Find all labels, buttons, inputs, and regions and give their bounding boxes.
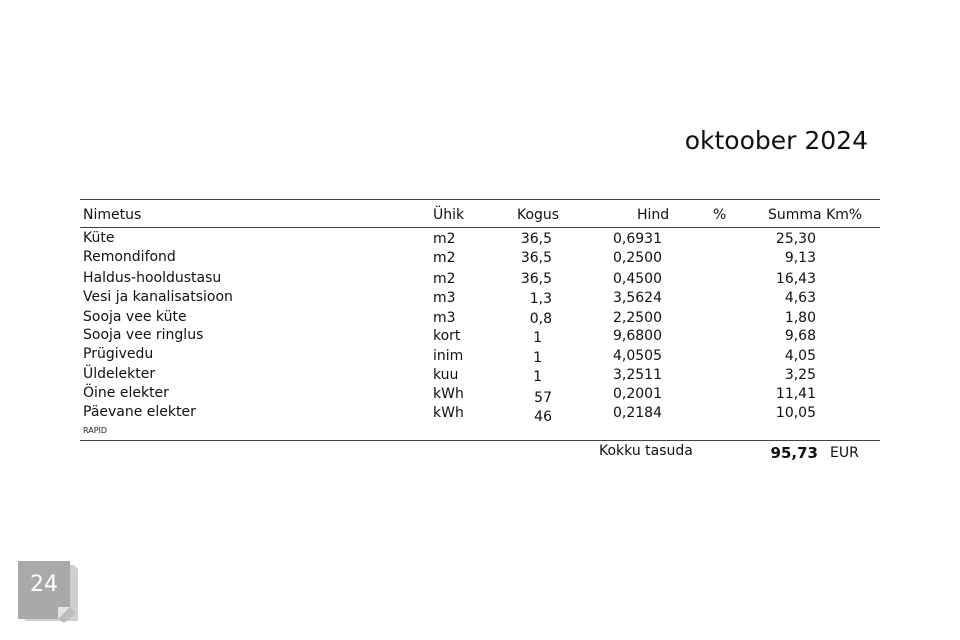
charge-quantity: 36,5 — [520, 271, 552, 287]
charge-unit: kuu — [433, 367, 459, 383]
charge-price: 0,2500 — [613, 250, 662, 266]
charge-unit: inim — [433, 348, 464, 364]
header-percent: % — [713, 207, 727, 223]
header-name: Nimetus — [83, 207, 142, 223]
total-currency: EUR — [830, 445, 859, 461]
charge-name: Sooja vee ringlus — [83, 327, 204, 343]
page-number-badge — [18, 561, 78, 621]
rapid-note: RAPID — [83, 426, 108, 435]
total-label: Kokku tasuda — [599, 443, 693, 459]
charge-name: Päevane elekter — [83, 404, 196, 420]
charge-name: Öine elekter — [83, 385, 169, 401]
charge-price: 0,6931 — [613, 231, 662, 247]
charge-sum: 9,68 — [784, 328, 816, 344]
charge-quantity: 1 — [533, 350, 542, 366]
charge-price: 3,2511 — [613, 367, 662, 383]
charge-unit: kWh — [433, 405, 464, 421]
charge-name: Üldelekter — [83, 366, 156, 382]
charge-unit: m2 — [433, 231, 456, 247]
charge-name: Haldus-hooldustasu — [83, 270, 222, 286]
charge-sum: 3,25 — [784, 367, 816, 383]
charge-unit: m2 — [433, 271, 456, 287]
table-bottom-rule — [80, 440, 880, 441]
charge-unit: m2 — [433, 250, 456, 266]
header-quantity: Kogus — [517, 207, 560, 223]
header-sum-vat: Summa Km% — [768, 207, 863, 223]
charge-name: Prügivedu — [83, 346, 154, 362]
charge-price: 0,2001 — [613, 386, 662, 402]
charge-sum: 1,80 — [784, 310, 816, 326]
charge-sum: 10,05 — [775, 405, 816, 421]
charge-quantity: 1,3 — [529, 291, 552, 307]
charge-name: Remondifond — [83, 249, 176, 265]
header-unit: Ühik — [433, 207, 465, 223]
charge-unit: m3 — [433, 290, 456, 306]
page-number: 24 — [30, 572, 58, 597]
charge-price: 9,6800 — [613, 328, 662, 344]
charge-price: 4,0505 — [613, 348, 662, 364]
charge-quantity: 46 — [534, 409, 552, 425]
charge-price: 0,4500 — [613, 271, 662, 287]
charge-quantity: 1 — [533, 369, 542, 385]
charge-name: Sooja vee küte — [83, 309, 187, 325]
table-header-rule — [80, 227, 880, 228]
charge-unit: m3 — [433, 310, 456, 326]
charge-price: 2,2500 — [613, 310, 662, 326]
charge-sum: 11,41 — [775, 386, 816, 402]
charge-sum: 16,43 — [775, 271, 816, 287]
charge-unit: kWh — [433, 386, 464, 402]
charge-quantity: 0,8 — [529, 311, 552, 327]
charge-unit: kort — [433, 328, 461, 344]
charge-quantity: 36,5 — [520, 250, 552, 266]
charge-price: 3,5624 — [613, 290, 662, 306]
charge-quantity: 57 — [534, 390, 552, 406]
header-price: Hind — [637, 207, 670, 223]
charge-sum: 25,30 — [775, 231, 816, 247]
charge-price: 0,2184 — [613, 405, 662, 421]
charge-quantity: 36,5 — [520, 231, 552, 247]
charge-sum: 9,13 — [784, 250, 816, 266]
total-amount: 95,73 — [770, 444, 818, 462]
charge-quantity: 1 — [533, 330, 542, 346]
charge-name: Vesi ja kanalisatsioon — [83, 289, 233, 305]
charge-sum: 4,05 — [784, 348, 816, 364]
charge-name: Küte — [83, 230, 115, 246]
table-top-rule — [80, 199, 880, 200]
charge-sum: 4,63 — [784, 290, 816, 306]
billing-period-title: oktoober 2024 — [684, 126, 868, 155]
